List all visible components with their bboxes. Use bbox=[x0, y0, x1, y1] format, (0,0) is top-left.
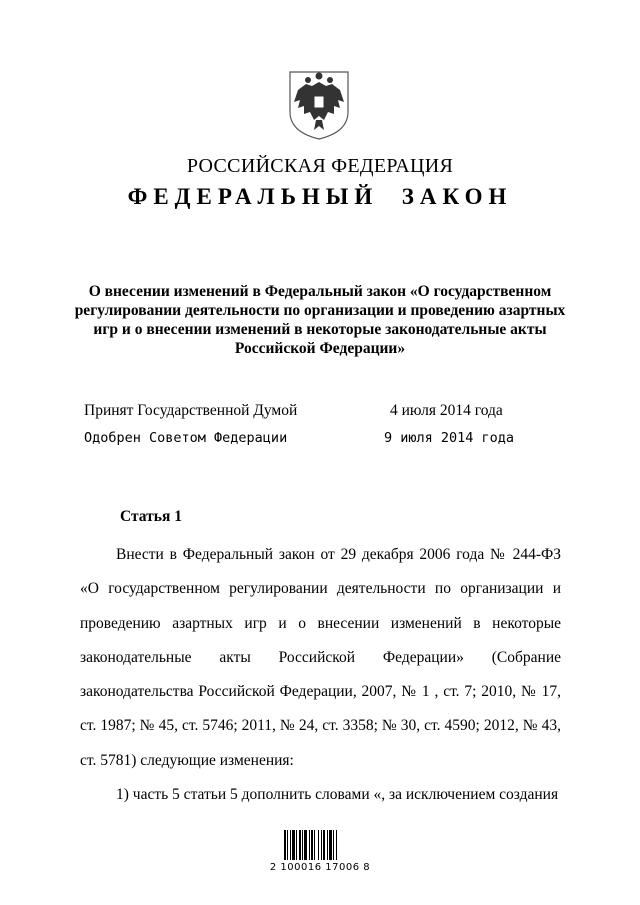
duma-adoption-label: Принят Государственной Думой bbox=[84, 402, 298, 419]
barcode-number: 2 100016 17006 8 bbox=[269, 862, 371, 873]
coat-of-arms-icon bbox=[286, 68, 352, 142]
council-approval-label: Одобрен Советом Федерации bbox=[84, 430, 288, 446]
article-body bbox=[80, 538, 561, 812]
council-approval-date: 9 июля 2014 года bbox=[384, 430, 515, 446]
law-subject: О внесении изменений в Федеральный закон «О государственном регулировании деятельности по организации и проведению азартных игр и о внесении изменений в некоторые законодательные акты Российской Федерации» bbox=[74, 283, 566, 357]
article-heading: Статья 1 bbox=[120, 508, 182, 525]
state-name: РОССИЙСКАЯ ФЕДЕРАЦИЯ bbox=[186, 155, 454, 177]
article-paragraph: Внести в Федеральный закон от 29 декабря 2006 года № 244-ФЗ «О государственном регулировании деятельности по организации и проведению азартных игр и о внесении изменений в некоторые законодательные акты Российской Федерации» (Собрание законодательства Российской Федерации, 2007, № 1 , ст. 7; 2010, № 17, ст. 1987; № 45, ст. 5746; 2011, № 24, ст. 3358; № 30, ст. 4590; 2012, № 43, ст. 5781) следующие изменения: bbox=[80, 546, 561, 769]
article-paragraph: 1) часть 5 статьи 5 дополнить словами «, за исключением создания bbox=[116, 786, 559, 804]
document-title: ФЕДЕРАЛЬНЫЙ ЗАКОН bbox=[127, 184, 513, 209]
duma-adoption-date: 4 июля 2014 года bbox=[390, 402, 503, 419]
